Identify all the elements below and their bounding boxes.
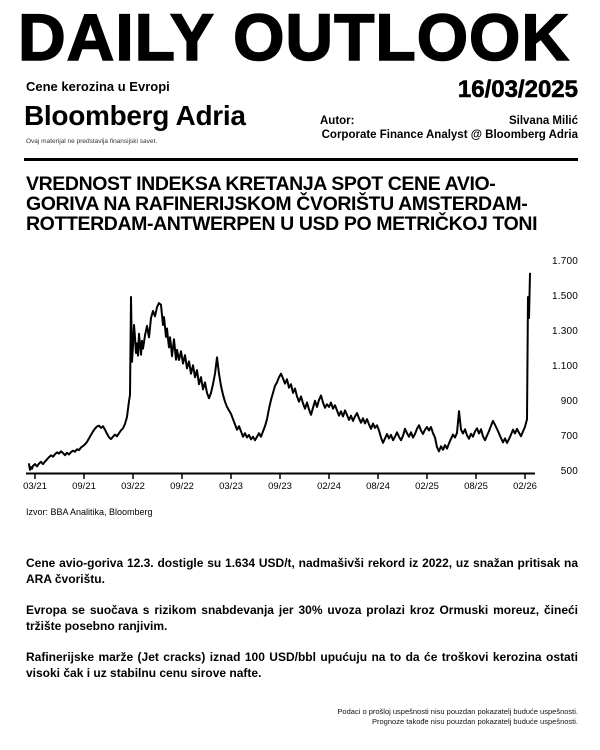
x-tick-label: 02/26 [513,480,537,492]
x-tick-label: 08/24 [366,480,390,492]
y-tick-label: 500 [560,465,578,477]
y-tick-label: 1.100 [551,360,578,372]
author-block [320,114,578,143]
brand-disclaimer: Ovaj materijal ne predstavlja finansijski savet. [26,138,158,145]
body-paragraphs [26,555,578,681]
author-top-row [320,114,578,128]
x-tick-label: 03/23 [219,480,243,492]
author-role: Corporate Finance Analyst @ Bloomberg Adria [321,129,578,142]
headline-line: VREDNOST INDEKSA KRETANJA SPOT CENE AVIO- [26,173,496,195]
x-tick-label: 09/23 [268,480,292,492]
price-chart-svg [26,259,538,483]
header [18,0,578,161]
report-headline [26,175,578,235]
x-tick-label: 09/22 [170,480,194,492]
price-chart [23,251,578,501]
author-label: Autor: [320,115,355,127]
y-tick-label: 1.700 [551,255,578,267]
footer-line: Podaci o prošloj uspešnosti nisu pouzdan pokazatelj buduće uspešnosti. [337,707,578,717]
x-tick-label: 02/24 [317,480,341,492]
y-tick-label: 1.300 [551,325,578,337]
y-tick-label: 700 [560,430,578,442]
edition-subtitle: Cene kerozina u Evropi [26,79,170,94]
masthead-title: DAILY OUTLOOK [18,0,571,74]
author-name: Silvana Milić [508,115,578,127]
x-tick-label: 09/21 [72,480,96,492]
chart-source: Izvor: BBA Analitika, Bloomberg [26,506,153,517]
issue-date: 16/03/2025 [457,76,578,103]
x-tick-label: 03/22 [121,480,145,492]
y-tick-label: 1.500 [551,290,578,302]
body-paragraph: Cene avio-goriva 12.3. dostigle su 1.634 USD/t, nadmašivši rekord iz 2022, uz snažan pritisak na ARA čvorištu. [26,555,578,586]
headline-line: ROTTERDAM-ANTWERPEN U USD PO METRIČKOJ TONI [26,212,538,235]
y-tick-label: 900 [560,395,578,407]
x-tick-label: 02/25 [415,480,439,492]
footer-disclaimer [0,707,578,727]
body-paragraph: Rafinerijske marže (Jet cracks) iznad 100 USD/bbl upućuju na to da će troškovi kerozina ostati visoki čak i uz stabilnu cenu sirove nafte. [26,649,578,681]
brand-logo: Bloomberg Adria [24,100,246,131]
headline-line: GORIVA NA RAFINERIJSKOM ČVORIŠTU AMSTERDAM- [26,192,528,215]
x-tick-label: 08/25 [464,480,488,492]
price-line [29,273,530,469]
x-tick-label: 03/21 [23,480,47,492]
footer-line: Prognoze takođe nisu pouzdan pokazatelj buduće uspešnosti. [372,717,578,727]
body-paragraph: Evropa se suočava s rizikom snabdevanja jer 30% uvoza prolazi kroz Ormuski moreuz, čineći tržište posebno ranjivim. [26,602,578,633]
